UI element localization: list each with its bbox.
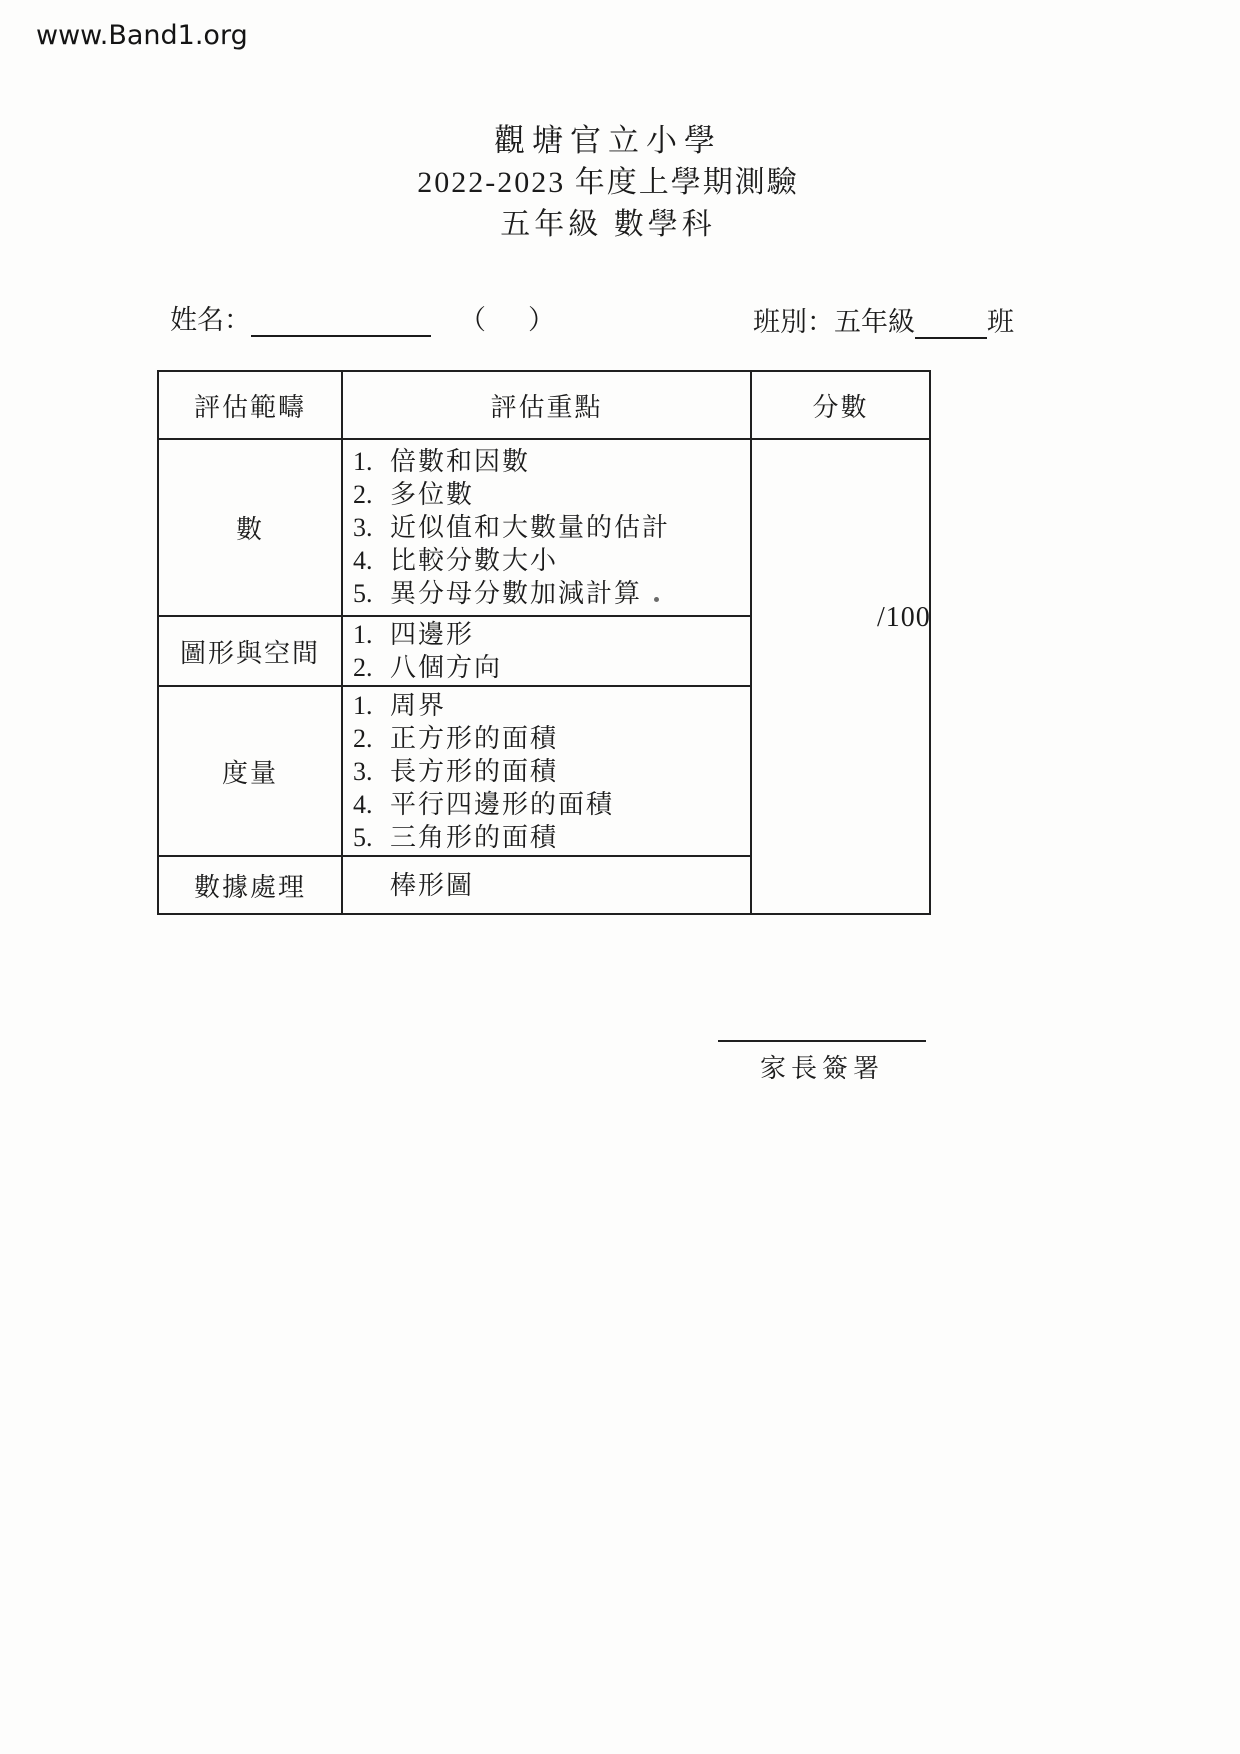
assessment-table <box>157 370 931 915</box>
list-item: 3. 近似值和大數量的估計 <box>353 513 671 542</box>
student-info-row <box>0 298 1240 338</box>
col-header-score: 分數 <box>752 372 929 440</box>
class-blank-line <box>915 307 987 339</box>
name-field-group <box>170 298 555 337</box>
exam-term: 2022-2023 年度上學期測驗 <box>417 166 799 199</box>
name-label: 姓名： <box>170 305 251 335</box>
parent-signature-label: 家長簽署 <box>759 1054 884 1083</box>
list-item: 5. 異分母分數加減計算 <box>353 579 643 608</box>
grade-subject: 五年級 數學科 <box>500 208 716 241</box>
score-value: /100 <box>877 602 931 633</box>
score-cell <box>752 440 929 913</box>
class-suffix: 班 <box>987 307 1014 337</box>
paren-close: ） <box>528 305 555 335</box>
category-shape-space: 圖形與空間 <box>159 617 343 687</box>
category-measurement: 度量 <box>159 687 343 857</box>
points-data-handling <box>343 857 752 913</box>
list-item: 1. 周界 <box>353 690 447 720</box>
list-item: 5. 三角形的面積 <box>353 822 559 852</box>
list-item: 2. 八個方向 <box>353 653 503 682</box>
col-header-category: 評估範疇 <box>159 372 343 440</box>
class-label: 班別：五年級 <box>753 307 915 337</box>
list-item: 1. 四邊形 <box>353 620 475 649</box>
list-item: 棒形圖 <box>390 870 475 900</box>
list-item: 4. 比較分數大小 <box>353 546 559 575</box>
list-item: 1. 倍數和因數 <box>353 447 531 476</box>
title-block <box>0 120 1216 246</box>
school-name: 觀塘官立小學 <box>494 123 722 158</box>
class-field-group <box>753 300 1014 339</box>
parent-signature-line <box>718 1040 926 1042</box>
points-shape-space <box>343 617 752 687</box>
category-data-handling: 數據處理 <box>159 857 343 913</box>
points-measurement <box>343 687 752 857</box>
name-blank-line <box>251 305 431 337</box>
category-number: 數 <box>159 440 343 617</box>
col-header-points: 評估重點 <box>343 372 752 440</box>
points-number <box>343 440 752 617</box>
watermark-url: www.Band1.org <box>36 20 248 51</box>
list-item: 2. 正方形的面積 <box>353 723 559 753</box>
list-item: 4. 平行四邊形的面積 <box>353 789 615 819</box>
scan-speck <box>654 597 659 602</box>
paren-open: （ <box>459 305 486 335</box>
list-item: 2. 多位數 <box>353 480 475 509</box>
list-item: 3. 長方形的面積 <box>353 756 559 786</box>
